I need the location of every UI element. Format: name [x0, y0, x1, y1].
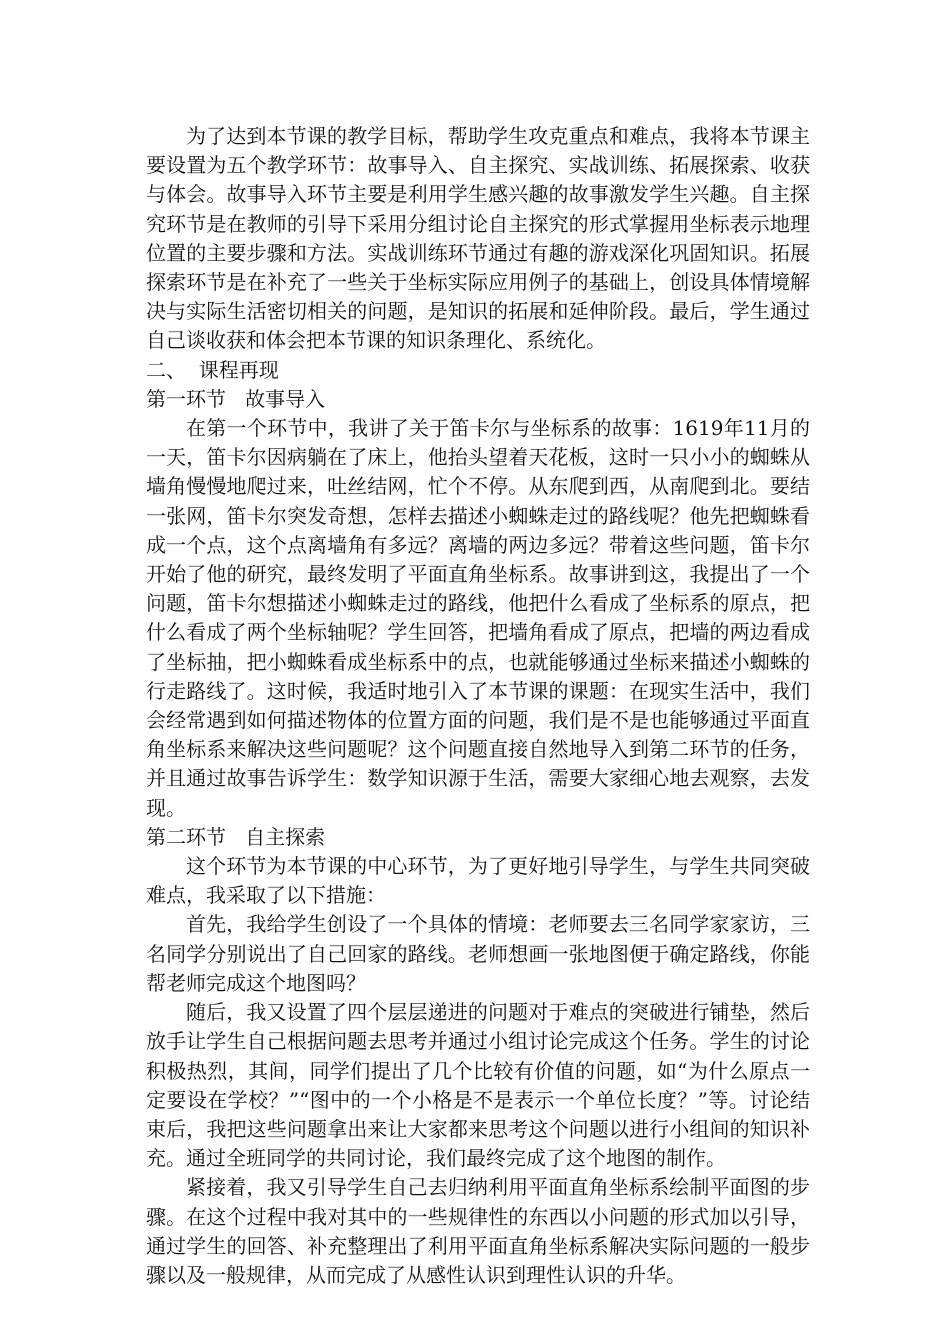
- paragraph-core-step: 这个环节为本节课的中心环节，为了更好地引导学生，与学生共同突破难点，我采取了以下措施：: [146, 854, 810, 908]
- step-heading-story-intro: 第一环节 故事导入: [146, 386, 326, 411]
- paragraph-discussion: 随后，我又设置了四个层层递进的问题对于难点的突破进行铺垫，然后放手让学生自己根据问题去思考并通过小组讨论完成这个任务。学生的讨论积极热烈，其间，同学们提出了几个比较有价值的问题，如“为什么原点一定要设在学校？”“图中的一个小格是不是表示一个单位长度？”等。讨论结束后，我把这些问题拿出来让大家都来思考这个问题以进行小组间的知识补充。通过全班同学的共同讨论，我们最终完成了这个地图的制作。: [146, 1000, 810, 1171]
- step-heading-self-exploration: 第二环节 自主探索: [146, 824, 326, 849]
- section-heading-course-review: 二、 课程再现: [146, 357, 279, 382]
- paragraph-summary-steps: 紧接着，我又引导学生自己去归纳利用平面直角坐标系绘制平面图的步骤。在这个过程中我对其中的一些规律性的东西以小问题的形式加以引导，通过学生的回答、补充整理出了利用平面直角坐标系解决实际问题的一般步骤以及一般规律，从而完成了从感性认识到理性认识的升华。: [146, 1175, 810, 1287]
- paragraph-teaching-design: 为了达到本节课的教学目标，帮助学生攻克重点和难点，我将本节课主要设置为五个教学环节：故事导入、自主探究、实战训练、拓展探索、收获与体会。故事导入环节主要是利用学生感兴趣的故事激发学生兴趣。自主探究环节是在教师的引导下采用分组讨论自主探究的形式掌握用坐标表示地理位置的主要步骤和方法。实战训练环节通过有趣的游戏深化巩固知识。拓展探索环节是在补充了一些关于坐标实际应用例子的基础上，创设具体情境解决与实际生活密切相关的问题，是知识的拓展和延伸阶段。最后，学生通过自己谈收获和体会把本节课的知识条理化、系统化。: [146, 124, 810, 353]
- document-page: [146, 122, 810, 1290]
- paragraph-story-descartes: 在第一个环节中，我讲了关于笛卡尔与坐标系的故事：1619年11月的一天，笛卡尔因病躺在了床上，他抬头望着天花板，这时一只小小的蜘蛛从墙角慢慢地爬过来，吐丝结网，忙个不停。从东爬到西，从南爬到北。要结一张网，笛卡尔突发奇想，怎样去描述小蜘蛛走过的路线呢？他先把蜘蛛看成一个点，这个点离墙角有多远？离墙的两边多远？带着这些问题，笛卡尔开始了他的研究，最终发明了平面直角坐标系。故事讲到这，我提出了一个问题，笛卡尔想描述小蜘蛛走过的路线，他把什么看成了坐标系的原点，把什么看成了两个坐标轴呢？学生回答，把墙角看成了原点，把墙的两边看成了坐标抽，把小蜘蛛看成坐标系中的点，也就能够通过坐标来描述小蜘蛛的行走路线了。这时候，我适时地引入了本节课的课题：在现实生活中，我们会经常遇到如何描述物体的位置方面的问题，我们是不是也能够通过平面直角坐标系来解决这些问题呢？这个问题直接自然地导入到第二环节的任务，并且通过故事告诉学生：数学知识源于生活，需要大家细心地去观察，去发现。: [146, 416, 810, 820]
- paragraph-situation: 首先，我给学生创设了一个具体的情境：老师要去三名同学家家访，三名同学分别说出了自己回家的路线。老师想画一张地图便于确定路线，你能帮老师完成这个地图吗？: [146, 912, 810, 995]
